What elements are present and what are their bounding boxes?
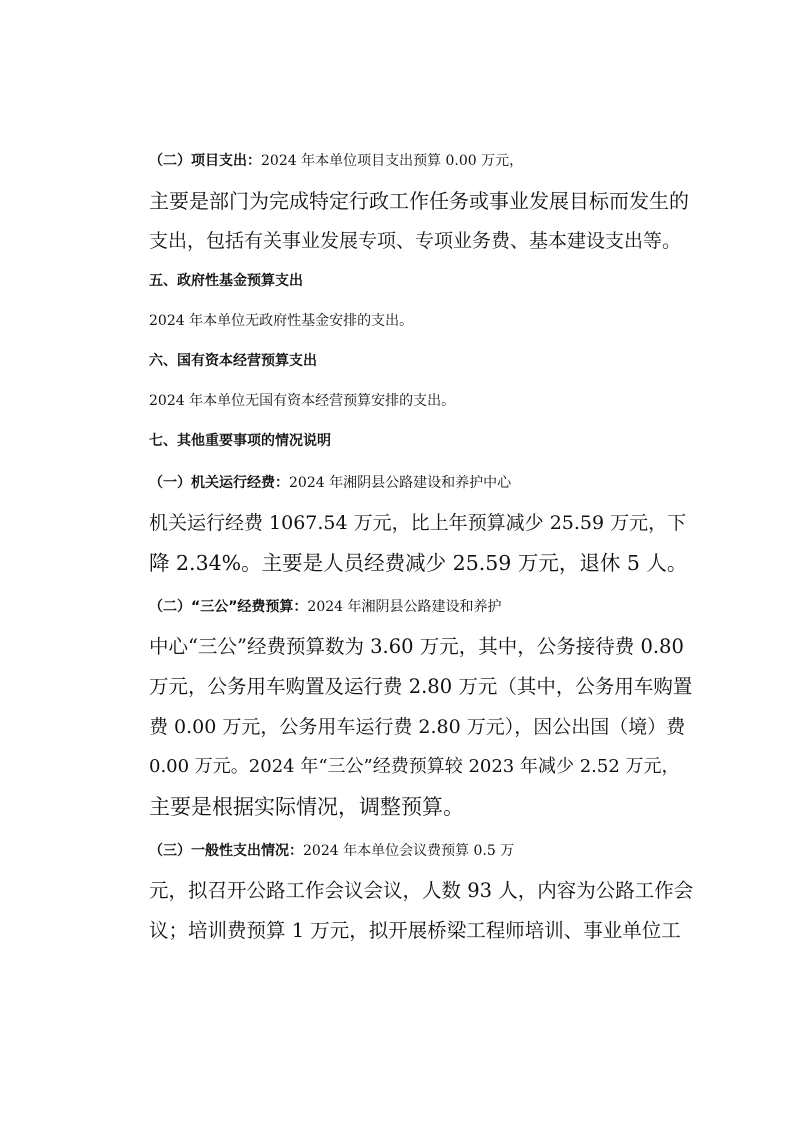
paragraph-line: 元，拟召开公路工作会议会议，人数 93 人，内容为公路工作会 bbox=[149, 879, 694, 902]
paragraph-line: 2024 年本单位无政府性基金安排的支出。 bbox=[149, 313, 414, 329]
three-public-lead: （二）“三公”经费预算： bbox=[149, 599, 308, 615]
project-expense-lead: （二）项目支出： bbox=[149, 153, 261, 169]
paragraph-line: 0.00 万元。2024 年“三公”经费预算较 2023 年减少 2.52 万元， bbox=[149, 756, 680, 777]
paragraph-line: 2024 年本单位无国有资本经营预算安排的支出。 bbox=[149, 393, 456, 409]
project-expense-text: 2024 年本单位项目支出预算 0.00 万元， bbox=[261, 153, 524, 169]
three-public-text: 2024 年湘阴县公路建设和养护 bbox=[307, 599, 502, 615]
paragraph-line bbox=[107, 587, 692, 627]
operating-expense-lead: （一）机关运行经费： bbox=[149, 475, 289, 491]
paragraph-line: 主要是根据实际情况，调整预算。 bbox=[149, 795, 464, 819]
paragraph-line: 议；培训费预算 1 万元，拟开展桥梁工程师培训、事业单位工 bbox=[149, 919, 681, 942]
paragraph-line: 万元，公务用车购置及运行费 2.80 万元（其中，公务用车购置 bbox=[149, 675, 693, 698]
paragraph-line: 主要是部门为完成特定行政工作任务或事业发展目标而发生的 bbox=[149, 189, 689, 213]
state-capital-paragraph bbox=[107, 381, 692, 421]
paragraph-line: 费 0.00 万元，公务用车运行费 2.80 万元），因公出国（境）费 bbox=[149, 716, 686, 738]
gov-fund-paragraph bbox=[107, 301, 692, 341]
paragraph-line: 支出，包括有关事业发展专项、专项业务费、基本建设支出等。 bbox=[149, 230, 682, 252]
paragraph-line bbox=[107, 463, 692, 503]
operating-expense-paragraph bbox=[107, 463, 692, 583]
paragraph-line: 中心“三公”经费预算数为 3.60 万元，其中，公务接待费 0.80 bbox=[149, 635, 684, 658]
heading-other-matters: 七、其他重要事项的情况说明 bbox=[149, 433, 331, 449]
three-public-paragraph bbox=[107, 587, 692, 827]
paragraph-line: 降 2.34%。主要是人员经费减少 25.59 万元，退休 5 人。 bbox=[149, 551, 688, 575]
paragraph-line bbox=[107, 141, 692, 181]
general-expense-lead: （三）一般性支出情况： bbox=[149, 843, 303, 859]
paragraph-line bbox=[107, 831, 692, 871]
document-body bbox=[107, 141, 692, 951]
project-expense-paragraph bbox=[107, 141, 692, 261]
heading-state-capital: 六、国有资本经营预算支出 bbox=[149, 353, 317, 369]
heading-gov-fund: 五、政府性基金预算支出 bbox=[149, 273, 303, 289]
general-expense-text: 2024 年本单位会议费预算 0.5 万 bbox=[303, 843, 515, 859]
operating-expense-text: 2024 年湘阴县公路建设和养护中心 bbox=[289, 475, 512, 491]
paragraph-line: 机关运行经费 1067.54 万元，比上年预算减少 25.59 万元，下 bbox=[149, 512, 687, 534]
general-expense-paragraph bbox=[107, 831, 692, 951]
